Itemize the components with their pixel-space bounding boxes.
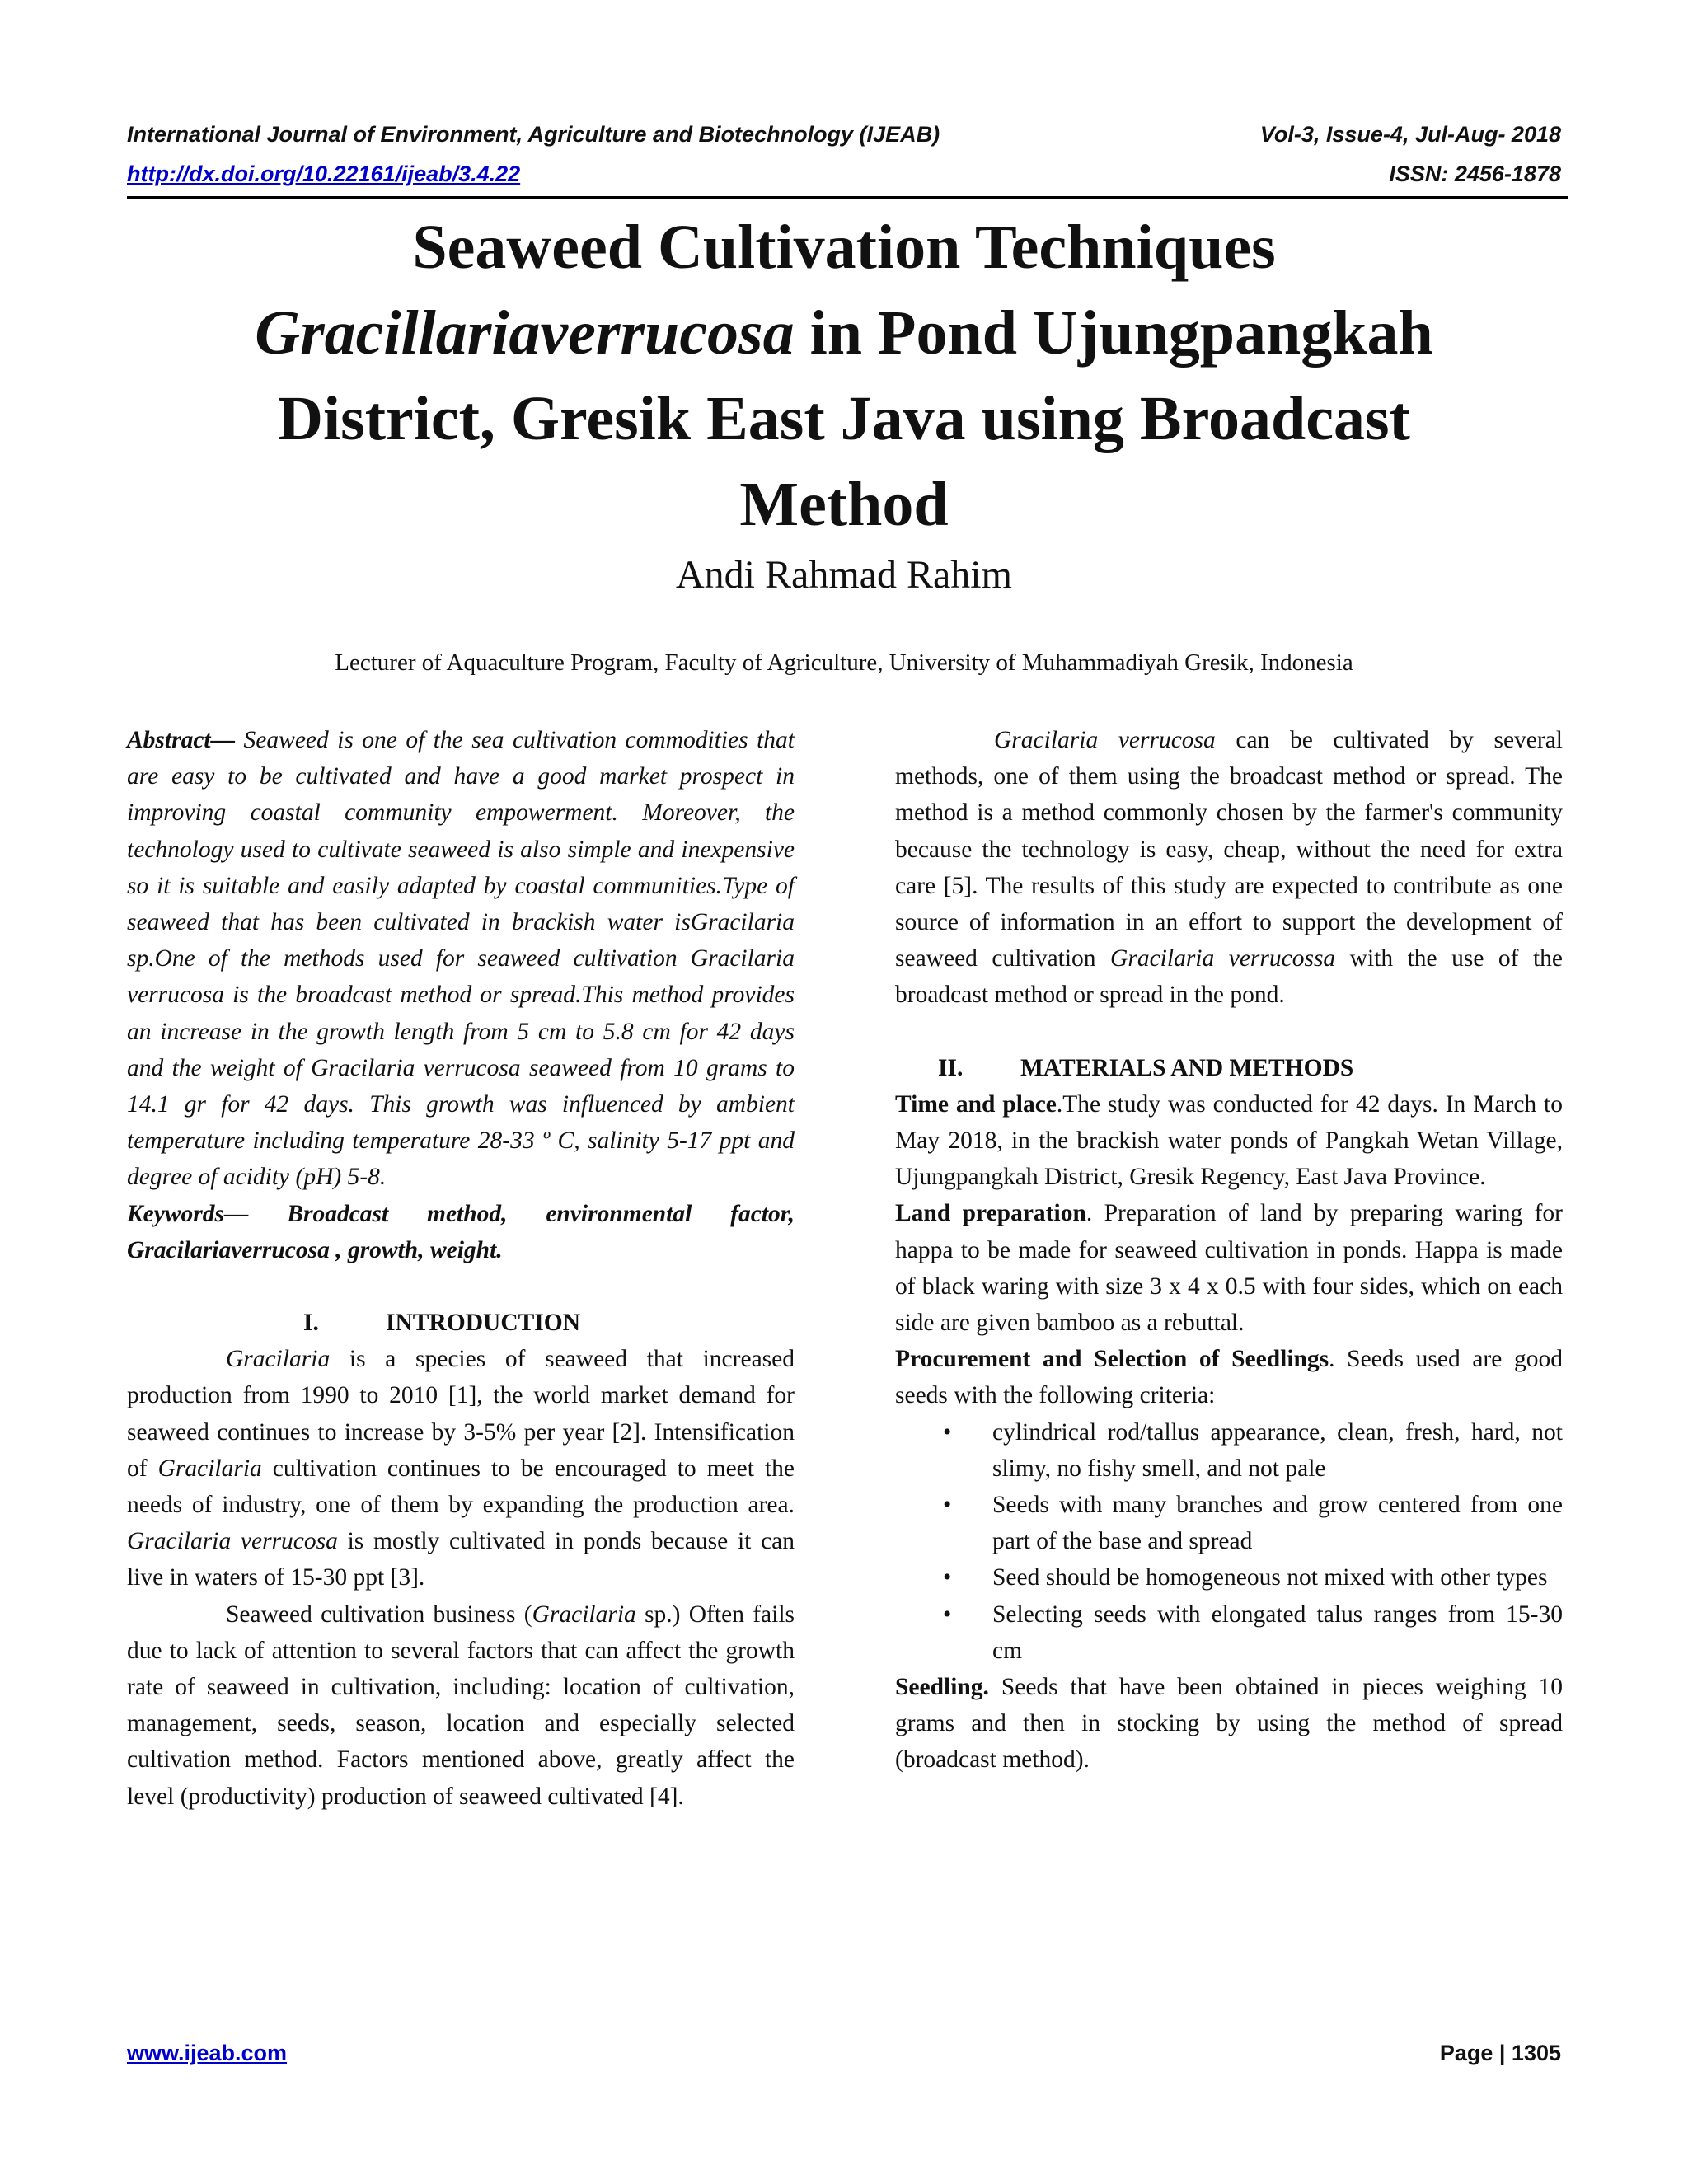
list-item — [895, 1414, 1563, 1487]
section-title: INTRODUCTION — [386, 1310, 581, 1337]
title-line-2-rest: in Pond Ujungpangkah — [794, 298, 1433, 368]
species-name: Gracilaria — [157, 1455, 262, 1482]
left-column — [127, 722, 795, 1815]
list-item — [895, 1487, 1563, 1559]
species-name: Gracilaria — [226, 1346, 331, 1373]
species-name: Gracilaria verrucosa — [127, 1528, 338, 1555]
list-item — [895, 1596, 1563, 1669]
abstract — [127, 722, 795, 1196]
author-name: Andi Rahmad Rahim — [676, 553, 1012, 597]
section-number: I. — [303, 1310, 319, 1337]
list-item — [895, 1559, 1563, 1596]
title-line-2 — [165, 290, 1523, 376]
land-preparation — [895, 1195, 1563, 1341]
bullet-icon: • — [943, 1564, 952, 1591]
species-name: Gracilaria verrucosa — [994, 727, 1216, 753]
species-name: Gracilaria verrucossa — [1110, 945, 1336, 972]
paragraph-text: cultivation continues to be encouraged to meet the needs of industry, one of them by expanding the production area. — [127, 1455, 795, 1519]
paragraph-text: . Preparation of land by preparing waring for happa to be made for seaweed cultivation in ponds. Happa is made of black waring with size 3 x 4 x 0.5 with four sides, which on each side are given bamboo as a rebuttal. — [895, 1200, 1564, 1337]
paragraph-label: Procurement and Selection of Seedlings — [895, 1346, 1329, 1373]
list-item-text: Seed should be homogeneous not mixed with other types — [992, 1564, 1548, 1591]
paragraph-text: with the use of the broadcast method or spread in the pond. — [895, 945, 1564, 1009]
paragraph-label: Land preparation — [895, 1200, 1086, 1227]
keywords — [127, 1196, 795, 1268]
section-title: MATERIALS AND METHODS — [1020, 1054, 1354, 1081]
intro-paragraph-2 — [127, 1596, 795, 1815]
paper-title — [165, 204, 1523, 547]
section-heading-introduction — [127, 1305, 795, 1341]
seedling-procurement — [895, 1341, 1563, 1413]
bullet-icon: • — [943, 1418, 952, 1446]
journal-website-link[interactable]: www.ijeab.com — [127, 2041, 288, 2065]
list-item-text: Seeds with many branches and grow centered from one part of the base and spread — [992, 1492, 1563, 1555]
paragraph-text: sp.) Often fails due to lack of attention to several factors that can affect the growth rate of seaweed in cultivation, including: location of cultivation, management, seeds, season, location and especially selected cultivation method. Factors mentioned above, greatly affect the level (productivity) production of seaweed cultivated [4]. — [127, 1601, 795, 1810]
page-number: Page | 1305 — [1439, 2041, 1561, 2065]
paragraph-text: can be cultivated by several methods, one of them using the broadcast method or spread. The method is a method commonly chosen by the farmer's community because the technology is easy, cheap, without the need for extra care [5]. The results of this study are expected to contribute as one source of information in an effort to support the development of seaweed cultivation — [895, 727, 1563, 972]
seed-criteria-list — [895, 1414, 1563, 1669]
title-line-3: District, Gresik East Java using Broadcast — [278, 384, 1410, 453]
abstract-text: Seaweed is one of the sea cultivation commodities that are easy to be cultivated and have a good market prospect in improving coastal community empowerment. Moreover, the technology used to cultivate seaweed is also simple and inexpensive so it is suitable and easily adapted by coastal communities.Type of seaweed that has been cultivated in brackish water isGracilaria sp.One of the methods used for seaweed cultivation Gracilaria verrucosa is the broadcast method or spread.This method provides an increase in the growth length from 5 cm to 5.8 cm for 42 days and the weight of Gracilaria verrucosa seaweed from 10 grams to 14.1 gr for 42 days. This growth was influenced by ambient temperature including temperature 28-33 º C, salinity 5-17 ppt and degree of acidity (pH) 5-8. — [127, 727, 795, 1191]
paragraph-label: Seedling. — [895, 1674, 989, 1701]
header-divider — [127, 196, 1568, 199]
title-species: Gracillariaverrucosa — [255, 298, 795, 368]
paragraph-text: .The study was conducted for 42 days. In March to May 2018, in the brackish water ponds of Pangkah Wetan Village, Ujungpangkah District, Gresik Regency, East Java Province. — [895, 1090, 1563, 1191]
paragraph-text: is a species of seaweed that increased production from 1990 to 2010 [1], the world market demand for seaweed continues to increase by 3-5% per year [2]. Intensification of — [127, 1346, 795, 1482]
species-name: Gracilaria — [532, 1601, 636, 1628]
volume-issue: Vol-3, Issue-4, Jul-Aug- 2018 — [1259, 122, 1561, 147]
paragraph-text: is mostly cultivated in ponds because it can live in waters of 15-30 ppt [3]. — [127, 1528, 795, 1591]
section-number: II. — [938, 1054, 964, 1081]
title-line-4: Method — [739, 470, 949, 539]
issn: ISSN: 2456-1878 — [1389, 162, 1561, 186]
abstract-label: Abstract— — [127, 727, 236, 753]
paragraph-text: . Seeds used are good seeds with the following criteria: — [895, 1346, 1563, 1409]
doi-link[interactable]: http://dx.doi.org/10.22161/ijeab/3.4.22 — [127, 162, 521, 186]
time-and-place — [895, 1086, 1563, 1196]
bullet-icon: • — [943, 1601, 952, 1628]
list-item-text: Selecting seeds with elongated talus ranges from 15-30 cm — [992, 1601, 1563, 1664]
author-affiliation: Lecturer of Aquaculture Program, Faculty of Agriculture, University of Muhammadiyah Gresik, Indonesia — [335, 649, 1353, 676]
title-line-1: Seaweed Cultivation Techniques — [412, 213, 1276, 282]
paragraph-label: Time and place — [895, 1090, 1057, 1118]
paragraph-text: Seaweed cultivation business ( — [226, 1601, 532, 1628]
keywords-label: Keywords— — [127, 1200, 249, 1227]
paragraph-text: Seeds that have been obtained in pieces weighing 10 grams and then in stocking by using the method of spread (broadcast method). — [895, 1674, 1563, 1774]
intro-paragraph-1 — [127, 1341, 795, 1596]
bullet-icon: • — [943, 1492, 952, 1519]
list-item-text: cylindrical rod/tallus appearance, clean, fresh, hard, not slimy, no fishy smell, and not pale — [992, 1418, 1563, 1482]
keywords-text: Broadcast method, environmental factor, Gracilariaverrucosa , growth, weight. — [127, 1200, 795, 1263]
seedling — [895, 1669, 1563, 1779]
intro-paragraph-3 — [895, 722, 1563, 1014]
section-heading-methods — [895, 1050, 1563, 1086]
journal-name: International Journal of Environment, Agriculture and Biotechnology (IJEAB) — [127, 122, 940, 147]
right-column — [895, 722, 1563, 1779]
